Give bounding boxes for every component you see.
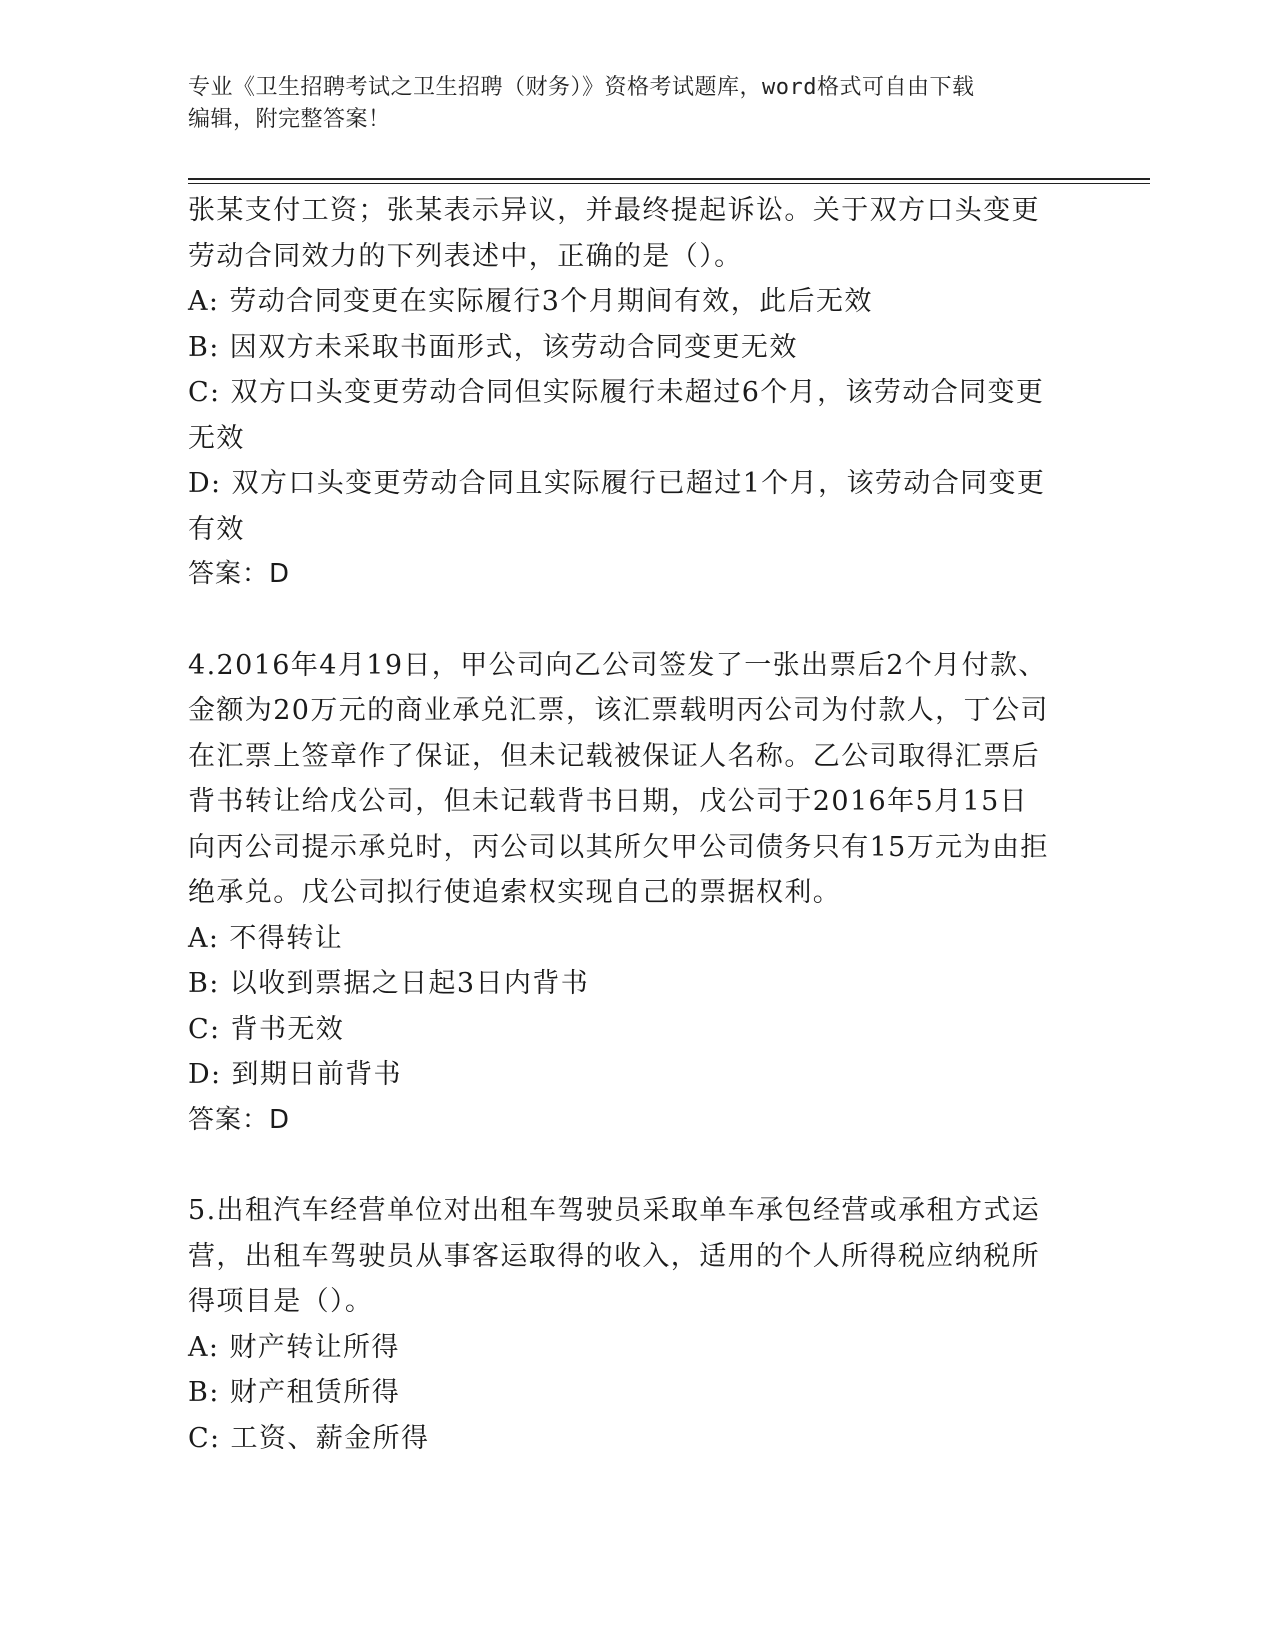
question-4-option-c: C: 背书无效 (188, 1013, 345, 1045)
question-4-answer: 答案：D (188, 1104, 291, 1135)
header-line-2: 编辑，附完整答案！ (188, 107, 391, 132)
question-5-option-c: C: 工资、薪金所得 (188, 1422, 430, 1454)
question-4-stem-line-3: 在汇票上签章作了保证，但未记载被保证人名称。乙公司取得汇票后 (188, 740, 1040, 772)
question-4-stem-line-6: 绝承兑。戊公司拟行使追索权实现自己的票据权利。 (188, 877, 842, 908)
question-4 (188, 643, 1088, 1144)
question-3-option-b: B: 因双方未采取书面形式，该劳动合同变更无效 (188, 331, 798, 363)
question-4-stem-line-1: 4.2016年4月19日，甲公司向乙公司签发了一张出票后2个月付款、 (188, 649, 1047, 681)
question-4-stem-line-2: 金额为20万元的商业承兑汇票，该汇票载明丙公司为付款人，丁公司 (188, 695, 1049, 726)
question-3-option-c-line-2: 无效 (188, 422, 245, 454)
question-5-option-a: A: 财产转让所得 (188, 1331, 400, 1363)
question-5 (188, 1188, 1088, 1461)
question-4-stem-line-5: 向丙公司提示承兑时，丙公司以其所欠甲公司债务只有15万元为由拒 (188, 831, 1049, 863)
question-3-stem-line-1: 张某支付工资；张某表示异议，并最终提起诉讼。关于双方口头变更 (188, 195, 1040, 226)
question-3 (188, 188, 1088, 598)
question-3-option-c-line-1: C: 双方口头变更劳动合同但实际履行未超过6个月，该劳动合同变更 (188, 377, 1045, 408)
question-5-stem-line-1: 5.出租汽车经营单位对出租车驾驶员采取单车承包经营或承租方式运 (188, 1195, 1041, 1226)
header-divider-thick (188, 178, 1150, 180)
document-body (188, 188, 1088, 1461)
document-header (188, 72, 1068, 136)
header-divider-thin (188, 183, 1150, 184)
question-3-option-d-line-1: D: 双方口头变更劳动合同且实际履行已超过1个月，该劳动合同变更 (188, 468, 1046, 499)
question-3-option-a: A: 劳动合同变更在实际履行3个月期间有效，此后无效 (188, 286, 873, 317)
question-4-option-b: B: 以收到票据之日起3日内背书 (188, 968, 590, 999)
spacer (188, 1143, 1088, 1188)
question-5-stem-line-2: 营，出租车驾驶员从事客运取得的收入，适用的个人所得税应纳税所 (188, 1240, 1040, 1272)
question-3-answer: 答案：D (188, 559, 291, 589)
question-3-option-d-line-2: 有效 (188, 513, 245, 545)
question-4-stem-line-4: 背书转让给戊公司，但未记载背书日期，戊公司于2016年5月15日 (188, 786, 1029, 817)
question-5-stem-line-3: 得项目是（）。 (188, 1286, 374, 1317)
question-5-option-b: B: 财产租赁所得 (188, 1377, 401, 1408)
question-4-option-d: D: 到期日前背书 (188, 1059, 402, 1090)
header-line-1: 专业《卫生招聘考试之卫生招聘（财务）》资格考试题库，word格式可自由下载 (188, 75, 975, 100)
spacer (188, 598, 1088, 643)
question-4-option-a: A: 不得转让 (188, 922, 343, 954)
question-3-stem-line-2: 劳动合同效力的下列表述中，正确的是（）。 (188, 240, 743, 272)
